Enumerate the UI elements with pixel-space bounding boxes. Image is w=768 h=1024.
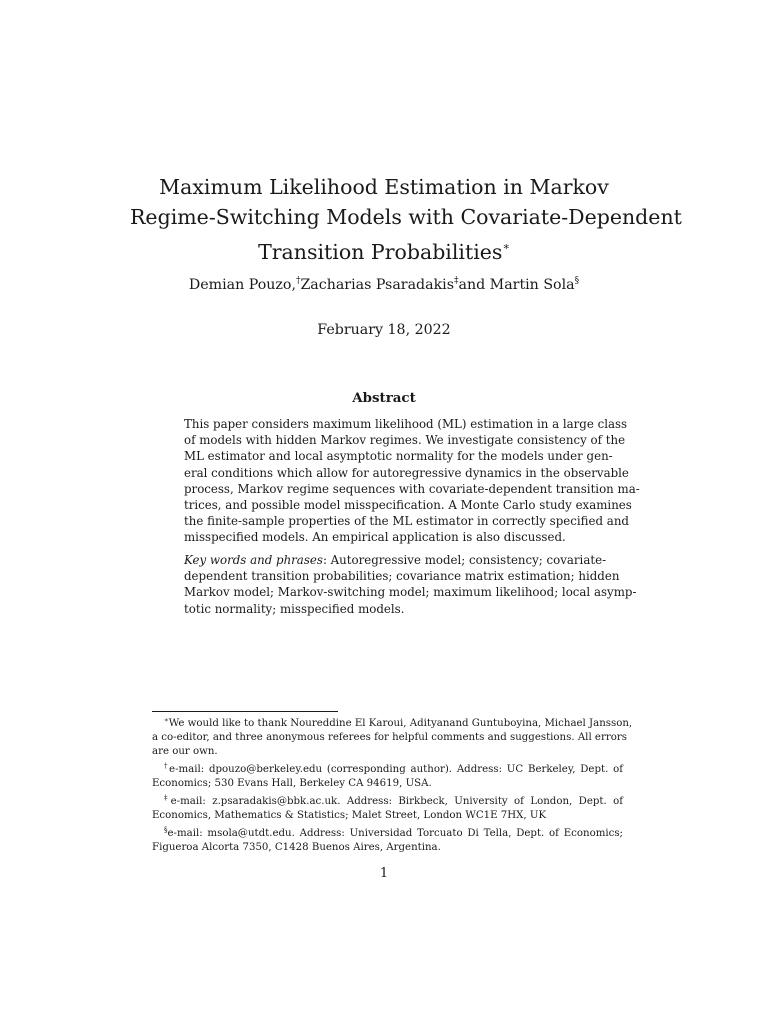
paper-title: [130, 172, 682, 267]
abstract-heading: Abstract: [352, 390, 416, 406]
paper-date: February 18, 2022: [317, 322, 451, 338]
footnote-line: Economics; 530 Evans Hall, Berkeley CA 94619, USA.: [152, 778, 432, 789]
keywords-line: totic normality; misspecified models.: [184, 601, 405, 616]
footnote-line: Economics, Mathematics & Statistics; Malet Street, London WC1E 7HX, UK: [152, 810, 547, 821]
title-line-3-text: Transition Probabilities: [258, 240, 503, 264]
keywords-paragraph: [184, 552, 637, 617]
abstract-line: the finite-sample properties of the ML estimator in correctly specified and: [184, 514, 629, 529]
abstract-line: This paper considers maximum likelihood (ML) estimation in a large class: [184, 417, 628, 431]
footnote-psaradakis: [152, 791, 623, 823]
abstract-line: misspecified models. An empirical application is also discussed.: [184, 530, 566, 545]
footnote-text: e-mail: z.psaradakis@bbk.ac.uk. Address: Birkbeck, University of London, Dept. of: [170, 796, 623, 807]
footnote-line: a co-editor, and three anonymous referees for helpful comments and suggestions. All errors: [152, 732, 627, 743]
footnote-line: [152, 823, 623, 841]
author-sola-mark: §: [574, 276, 580, 286]
footnote-text: e-mail: msola@utdt.edu. Address: Universidad Torcuato Di Tella, Dept. of Economics;: [167, 828, 623, 839]
keywords-line: dependent transition probabilities; covariance matrix estimation; hidden: [184, 569, 620, 584]
footnote-line: [152, 713, 633, 731]
footnote-line: Figueroa Alcorta 7350, C1428 Buenos Aires, Argentina.: [152, 842, 441, 853]
abstract-line: of models with hidden Markov regimes. We investigate consistency of the: [184, 433, 626, 448]
footnote-line: [152, 759, 623, 777]
abstract-line: process, Markov regime sequences with covariate-dependent transition ma-: [184, 481, 640, 496]
author-psaradakis-mark: ‡: [453, 276, 459, 286]
keywords-line: Markov model; Markov-switching model; maximum likelihood; local asymp-: [184, 585, 637, 600]
keywords-label: Key words and phrases: [184, 553, 323, 567]
title-line-2: Regime-Switching Models with Covariate-Dependent: [130, 205, 682, 229]
abstract-body: [184, 416, 640, 546]
keywords-line: [184, 552, 607, 568]
footnote-mark: §: [164, 826, 168, 834]
footnote-line: are our own.: [152, 746, 218, 757]
footnote-pouzo: [152, 759, 623, 791]
footnote-mark: ‡: [164, 794, 171, 802]
abstract-line: eral conditions which allow for autoregressive dynamics in the observable: [184, 465, 629, 480]
author-list: [0, 276, 768, 293]
footnotes: [152, 713, 633, 855]
abstract-line: ML estimator and local asymptotic normality for the models under gen-: [184, 449, 613, 464]
title-footnote-mark: ∗: [502, 240, 510, 253]
author-pouzo: Demian Pouzo,: [188, 277, 296, 293]
footnote-sola: [152, 823, 623, 855]
footnote-rule: [152, 711, 338, 712]
footnote-mark: †: [164, 762, 170, 770]
abstract-line: trices, and possible model misspecification. A Monte Carlo study examines: [184, 498, 632, 513]
footnote-acknowledgements: [152, 713, 633, 759]
page-number: 1: [379, 866, 389, 881]
author-pouzo-mark: †: [295, 276, 301, 286]
title-line-1: Maximum Likelihood Estimation in Markov: [159, 175, 609, 199]
footnote-text: e-mail: dpouzo@berkeley.edu (corresponding author). Address: UC Berkeley, Dept. of: [169, 764, 623, 775]
author-sola: and Martin Sola: [458, 277, 575, 293]
title-line-3: [130, 232, 638, 267]
footnote-text: We would like to thank Noureddine El Karoui, Adityanand Guntuboyina, Michael Jansson,: [168, 718, 633, 729]
footnote-line: [152, 791, 623, 809]
author-psaradakis: Zacharias Psaradakis: [300, 277, 454, 293]
keywords-first-line: : Autoregressive model; consistency; covariate-: [322, 553, 607, 567]
footnote-mark: ∗: [164, 716, 169, 724]
